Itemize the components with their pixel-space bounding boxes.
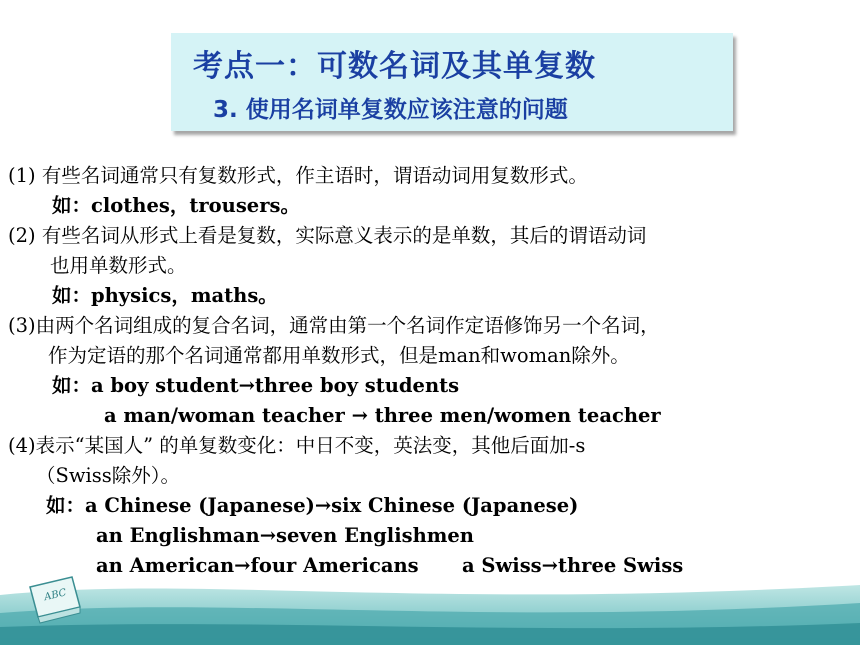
point-1-example: 如：clothes，trousers。 [52,194,300,217]
point-2-text-cont: 也用单数形式。 [50,254,187,277]
slide-title: 考点一：可数名词及其单复数 [193,49,596,84]
point-4-example-2: an Englishman→seven Englishmen [96,524,474,547]
point-4-example-1: 如：a Chinese (Japanese)→six Chinese (Japanese) [46,494,579,517]
title-box [171,33,733,131]
point-3-example-2: a man/woman teacher → three men/women teacher [104,404,661,427]
point-4-example-3: an American→four Americans [96,554,419,577]
point-4-text-cont: （Swiss除外）。 [36,464,181,487]
book-label: ABC [43,587,68,604]
point-3-text: (3)由两个名词组成的复合名词，通常由第一个名词作定语修饰另一个名词， [8,314,660,337]
footer-wave-decoration [0,565,860,645]
point-2-text: (2) 有些名词从形式上看是复数，实际意义表示的是单数，其后的谓语动词 [8,224,647,247]
point-2-example: 如：physics，maths。 [52,284,278,307]
point-1-text: (1) 有些名词通常只有复数形式，作主语时，谓语动词用复数形式。 [8,164,588,187]
slide-subtitle: 3. 使用名词单复数应该注意的问题 [213,97,568,123]
point-4-example-4: a Swiss→three Swiss [462,554,684,577]
point-4-text: (4)表示“某国人” 的单复数变化：中日不变，英法变，其他后面加-s [8,434,586,457]
point-3-example-1: 如：a boy student→three boy students [52,374,460,397]
point-3-text-cont: 作为定语的那个名词通常都用单数形式，但是man和woman除外。 [48,344,630,367]
